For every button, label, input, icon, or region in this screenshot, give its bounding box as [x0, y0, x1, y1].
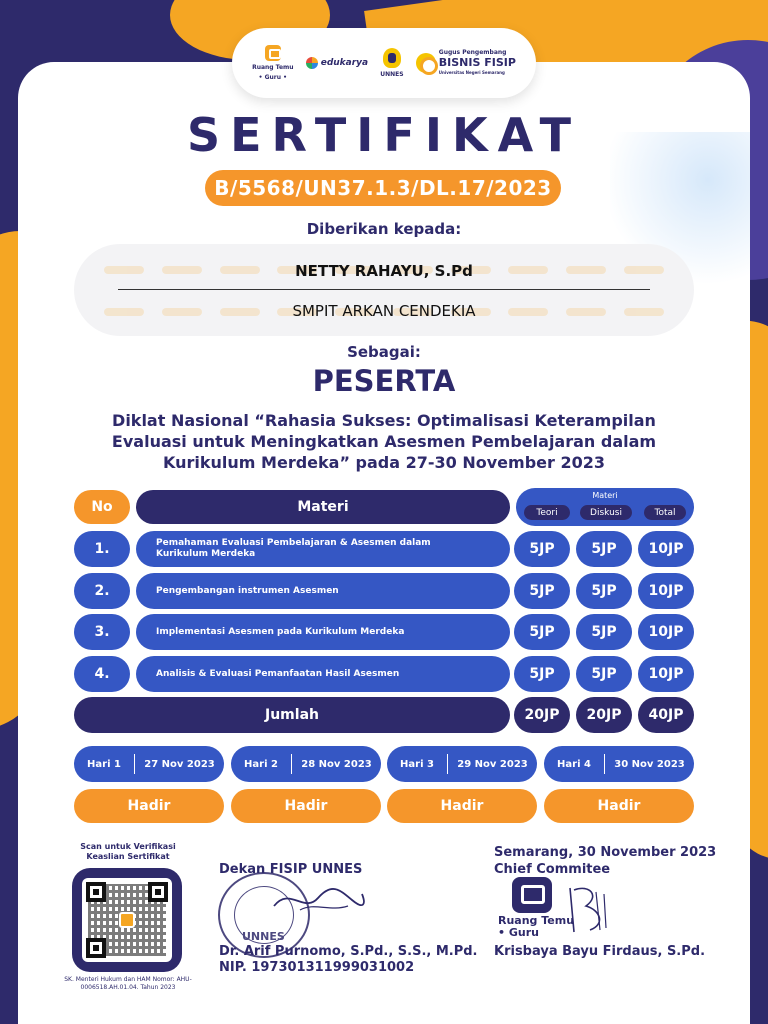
unnes-emblem-icon — [383, 48, 401, 68]
table-row-materi: Implementasi Asesmen pada Kurikulum Merdeka — [136, 614, 510, 650]
signature-1 — [270, 880, 370, 920]
table-row-diskusi: 5JP — [576, 531, 632, 567]
logo-text: Universitas Negeri Semarang — [438, 70, 505, 75]
table-header-jp — [516, 488, 694, 526]
table-row-total: 10JP — [638, 573, 694, 609]
table-row-total: 10JP — [638, 656, 694, 692]
qr-caption: Scan untuk Verifikasi Keaslian Sertifikat — [80, 842, 176, 861]
logo-text-line: Ruang Temu — [498, 914, 575, 927]
chat-icon — [512, 877, 552, 913]
table-row-diskusi: 5JP — [576, 614, 632, 650]
fisip-emblem-icon — [416, 53, 436, 73]
table-header-diskusi: Diskusi — [580, 505, 632, 520]
signatory-2-place-date: Semarang, 30 November 2023 — [494, 845, 717, 860]
legal-note: SK. Menteri Hukum dan HAM Nomor: AHU-0006518.AH.01.04. Tahun 2023 — [64, 976, 192, 991]
logo-text: • Guru • — [258, 74, 287, 81]
table-row-total: 10JP — [638, 614, 694, 650]
table-row-teori: 5JP — [514, 573, 570, 609]
certificate-number: B/5568/UN37.1.3/DL.17/2023 — [205, 170, 561, 206]
logo-text: BISNIS FISIP — [438, 56, 516, 69]
table-row-total: 10JP — [638, 531, 694, 567]
table-row-teori: 5JP — [514, 614, 570, 650]
divider — [118, 289, 650, 290]
logo-text: edukarya — [320, 58, 369, 68]
table-row-materi: Pengembangan instrumen Asesmen — [136, 573, 510, 609]
recipient-role: PESERTA — [312, 364, 456, 398]
recipient-name: NETTY RAHAYU, S.Pd — [295, 262, 473, 280]
table-row-teori: 5JP — [514, 531, 570, 567]
table-header-total: Total — [644, 505, 686, 520]
stamp-text: UNNES — [242, 930, 285, 943]
signatory-1-role: Dekan FISIP UNNES — [219, 862, 363, 877]
qr-finder — [86, 938, 106, 958]
attendance-day-label: Hari 2 — [244, 758, 278, 770]
attendance-day-label: Hari 4 — [557, 758, 591, 770]
qr-code[interactable] — [82, 878, 172, 962]
chat-icon — [265, 45, 281, 61]
signatory-2-role: Chief Commitee — [494, 862, 611, 877]
table-row-no: 3. — [74, 614, 130, 650]
qr-finder — [86, 882, 106, 902]
table-row-diskusi: 5JP — [576, 656, 632, 692]
table-sum-diskusi: 20JP — [576, 697, 632, 733]
logo-bar — [232, 28, 536, 98]
as-label: Sebagai: — [347, 343, 421, 361]
given-to-label: Diberikan kepada: — [306, 220, 462, 238]
signature-2 — [560, 880, 620, 940]
attendance-day-label: Hari 3 — [400, 758, 434, 770]
table-sum-label: Jumlah — [74, 697, 510, 733]
signatory-2-name: Krisbaya Bayu Firdaus, S.Pd. — [494, 944, 706, 959]
logo-text: Ruang Temu — [252, 64, 294, 71]
event-description: Diklat Nasional “Rahasia Sukses: Optimalisasi Keterampilan Evaluasi untuk Meningkatkan Asesmen Pembelajaran dalam Kurikulum Merdeka” pada 27-30 November 2023 — [111, 411, 657, 472]
attendance-date: 27 Nov 2023 — [144, 758, 215, 770]
attendance-date: 30 Nov 2023 — [614, 758, 685, 770]
attendance-day — [231, 746, 381, 782]
edukarya-icon — [306, 57, 318, 69]
ruang-temu-guru-logo — [252, 45, 293, 81]
table-header-no: No — [74, 490, 130, 524]
attendance-status: Hadir — [231, 789, 381, 823]
logo-text: UNNES — [380, 71, 404, 78]
bisnis-fisip-logo — [416, 48, 516, 78]
logo-text-line: • Guru — [498, 926, 539, 939]
edukarya-logo — [306, 57, 368, 69]
attendance-day — [544, 746, 694, 782]
table-row-teori: 5JP — [514, 656, 570, 692]
attendance-day — [74, 746, 224, 782]
table-row-diskusi: 5JP — [576, 573, 632, 609]
table-row-materi: Analisis & Evaluasi Pemanfaatan Hasil Asesmen — [136, 656, 510, 692]
table-sum-teori: 20JP — [514, 697, 570, 733]
attendance-date: 28 Nov 2023 — [301, 758, 372, 770]
table-row-no: 2. — [74, 573, 130, 609]
attendance-status: Hadir — [74, 789, 224, 823]
qr-frame — [72, 868, 182, 972]
signatory-1-name: Dr. Arif Purnomo, S.Pd., S.S., M.Pd. — [219, 944, 478, 959]
table-header-jp-title: Materi — [592, 491, 618, 500]
attendance-status: Hadir — [544, 789, 694, 823]
attendance-day — [387, 746, 537, 782]
logo-text: Gugus Pengembang — [438, 49, 507, 56]
recipient-school: SMPIT ARKAN CENDEKIA — [292, 302, 476, 320]
attendance-day-label: Hari 1 — [87, 758, 121, 770]
attendance-status: Hadir — [387, 789, 537, 823]
qr-logo-icon — [119, 912, 135, 928]
table-row-no: 4. — [74, 656, 130, 692]
unnes-logo — [380, 48, 403, 78]
recipient-box — [74, 244, 694, 336]
certificate-title: SERTIFIKAT — [187, 108, 581, 162]
qr-finder — [148, 882, 168, 902]
table-row-no: 1. — [74, 531, 130, 567]
attendance-date: 29 Nov 2023 — [457, 758, 528, 770]
table-header-teori: Teori — [524, 505, 570, 520]
table-row-materi: Pemahaman Evaluasi Pembelajaran & Asesmen dalam Kurikulum Merdeka — [136, 531, 510, 567]
table-sum-total: 40JP — [638, 697, 694, 733]
signatory-1-nip: NIP. 197301311999031002 — [219, 960, 415, 975]
table-header-materi: Materi — [136, 490, 510, 524]
